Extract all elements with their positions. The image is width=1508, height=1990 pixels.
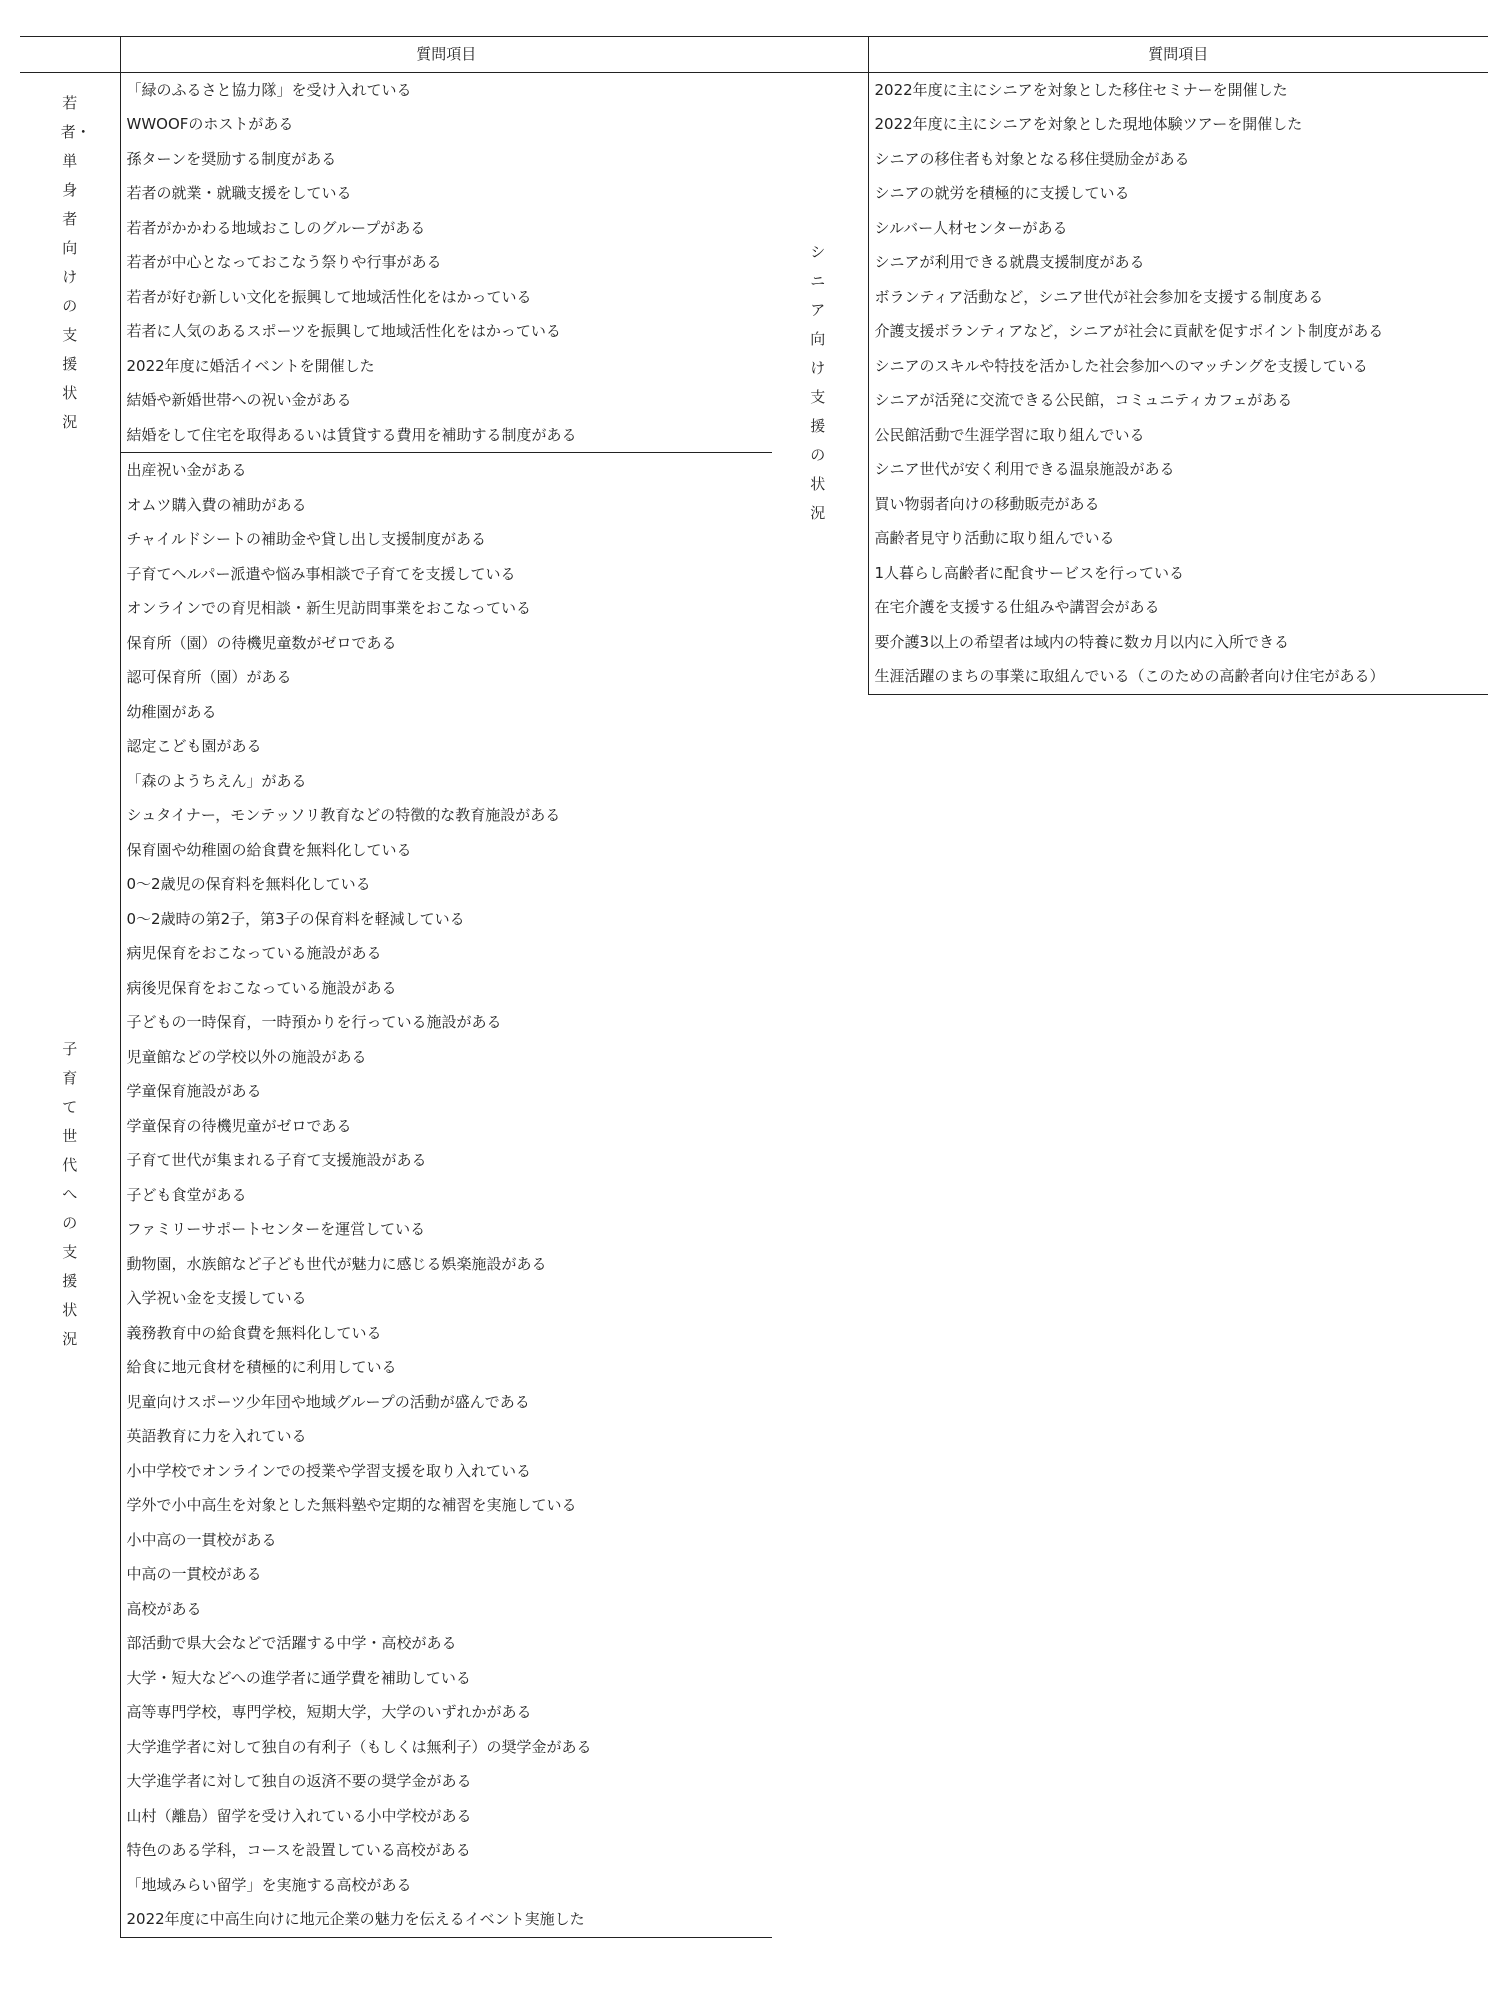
table-row: [20, 349, 772, 384]
question-item: ボランティア活動など，シニア世代が社会参加を支援する制度ある: [874, 287, 1324, 306]
table-row: [20, 1247, 772, 1282]
table-row: [20, 798, 772, 833]
table-row: [20, 176, 772, 211]
table-row: [20, 142, 772, 177]
question-item: 認可保育所（園）がある: [126, 668, 292, 686]
question-item: 「地域みらい留学」を実施する高校がある: [126, 1875, 412, 1894]
question-item: 小中学校でオンラインでの授業や学習支援を取り入れている: [126, 1461, 532, 1480]
table-row: [20, 626, 772, 661]
table-row: [20, 383, 772, 418]
question-item: 若者が中心となっておこなう祭りや行事がある: [126, 253, 442, 271]
question-item: 小中高の一貫校がある: [126, 1530, 277, 1549]
table-row: [20, 1281, 772, 1316]
right-question-table: [768, 36, 1488, 695]
table-row: [20, 1040, 772, 1075]
table-row: [20, 418, 772, 453]
question-item: 0～2歳児の保育料を無料化している: [126, 875, 371, 893]
table-row: [20, 488, 772, 523]
question-item: 在宅介護を支援する仕組みや講習会がある: [874, 598, 1160, 616]
question-item: シニアが活発に交流できる公民館，コミュニティカフェがある: [874, 391, 1293, 409]
question-item: シニア世代が安く利用できる温泉施設がある: [874, 460, 1175, 478]
question-item: 幼稚園がある: [126, 702, 217, 721]
question-item: 動物園，水族館など子ども世代が魅力に感じる娯楽施設がある: [126, 1254, 547, 1273]
table-row: [20, 1109, 772, 1144]
question-item: 要介護3以上の希望者は域内の特養に数カ月以内に入所できる: [874, 632, 1290, 651]
question-item: 病児保育をおこなっている施設がある: [126, 944, 382, 962]
table-row: [768, 142, 1488, 177]
category-cell: [20, 72, 120, 453]
question-item: オムツ購入費の補助がある: [126, 495, 307, 514]
table-row: [768, 72, 1488, 107]
question-item: 学童保育施設がある: [126, 1082, 262, 1100]
table-row: [20, 902, 772, 937]
question-item: 中高の一貫校がある: [126, 1565, 262, 1583]
table-row: [20, 1419, 772, 1454]
question-header: 質問項目: [120, 37, 772, 73]
question-item: 子育て世代が集まれる子育て支援施設がある: [126, 1151, 427, 1169]
question-item: 大学・短大などへの進学者に通学費を補助している: [126, 1668, 471, 1687]
table-row: [20, 280, 772, 315]
question-item: 若者がかかわる地域おこしのグループがある: [126, 218, 426, 237]
table-row: [20, 1316, 772, 1351]
table-row: [768, 452, 1488, 487]
question-item: WWOOFのホストがある: [126, 115, 294, 133]
question-item: 介護支援ボランティアなど，シニアが社会に貢献を促すポイント制度がある: [874, 322, 1384, 340]
question-item: 高齢者見守り活動に取り組んでいる: [874, 529, 1115, 547]
question-item: シルバー人材センターがある: [874, 218, 1068, 237]
table-row: [20, 695, 772, 730]
table-row: [20, 1592, 772, 1627]
question-item: シニアの移住者も対象となる移住奨励金がある: [874, 149, 1190, 168]
question-item: 0～2歳時の第2子，第3子の保育料を軽減している: [126, 909, 465, 928]
table-row: [20, 1833, 772, 1868]
question-item: 2022年度に主にシニアを対象とした移住セミナーを開催した: [874, 80, 1288, 99]
table-row: [20, 764, 772, 799]
category-label: シニア向け支援の状況: [810, 243, 826, 523]
question-item: 結婚をして住宅を取得あるいは賃貸する費用を補助する制度がある: [120, 418, 772, 453]
table-row: [20, 1557, 772, 1592]
table-row: [20, 936, 772, 971]
table-row: [20, 1178, 772, 1213]
question-item: チャイルドシートの補助金や貸し出し支援制度がある: [126, 530, 487, 548]
table-row: [768, 590, 1488, 625]
table-row: [768, 280, 1488, 315]
question-item: 義務教育中の給食費を無料化している: [126, 1323, 382, 1342]
table-row: [20, 867, 772, 902]
table-row: [768, 176, 1488, 211]
question-item: 給食に地元食材を積極的に利用している: [126, 1358, 397, 1376]
category-cell: [768, 72, 868, 694]
question-item: シニアのスキルや特技を活かした社会参加へのマッチングを支援している: [874, 356, 1368, 375]
question-item: 児童向けスポーツ少年団や地域グループの活動が盛んである: [126, 1392, 530, 1411]
question-item: シニアの就労を積極的に支援している: [874, 184, 1130, 202]
question-item: 子どもの一時保育，一時預かりを行っている施設がある: [126, 1013, 502, 1031]
header-row: [768, 37, 1488, 73]
question-item: 山村（離島）留学を受け入れている小中学校がある: [126, 1806, 472, 1825]
question-item: 2022年度に主にシニアを対象とした現地体験ツアーを開催した: [874, 115, 1303, 133]
question-item: 大学進学者に対して独自の返済不要の奨学金がある: [126, 1772, 472, 1790]
question-item: 1人暮らし高齢者に配食サービスを行っている: [874, 563, 1185, 582]
question-item: 出産祝い金がある: [126, 461, 247, 479]
question-item: 「森のようちえん」がある: [126, 771, 307, 790]
table-row: [20, 729, 772, 764]
question-header: 質問項目: [868, 37, 1488, 73]
table-row: [20, 1695, 772, 1730]
question-item: 部活動で県大会などで活躍する中学・高校がある: [126, 1634, 457, 1652]
table-row: [20, 1074, 772, 1109]
left-question-table: [20, 36, 772, 1938]
table-row: [20, 1385, 772, 1420]
question-item: 高校がある: [126, 1599, 202, 1618]
question-item: 2022年度に婚活イベントを開催した: [126, 356, 375, 375]
question-item: 孫ターンを奨励する制度がある: [126, 149, 337, 168]
question-item: シニアが利用できる就農支援制度がある: [874, 253, 1145, 271]
table-row: [20, 557, 772, 592]
table-row: [20, 591, 772, 626]
category-header-cell: [768, 37, 868, 73]
table-row: [20, 211, 772, 246]
question-item: 買い物弱者向けの移動販売がある: [874, 494, 1100, 513]
question-item: 児童館などの学校以外の施設がある: [126, 1047, 367, 1066]
table-row: [20, 453, 772, 488]
question-item: 認定こども園がある: [126, 737, 262, 755]
category-label: 若者・単身者向けの支援状況: [60, 93, 91, 431]
table-row: [20, 1730, 772, 1765]
table-row: [20, 971, 772, 1006]
table-row: [20, 1764, 772, 1799]
question-item: 学童保育の待機児童がゼロである: [126, 1116, 352, 1135]
table-row: [768, 314, 1488, 349]
question-item: 保育園や幼稚園の給食費を無料化している: [126, 840, 412, 859]
table-row: [768, 349, 1488, 384]
table-row: [768, 556, 1488, 591]
question-item: 結婚や新婚世帯への祝い金がある: [126, 391, 352, 409]
question-item: オンラインでの育児相談・新生児訪問事業をおこなっている: [126, 599, 532, 617]
table-row: [20, 833, 772, 868]
table-row: [20, 1799, 772, 1834]
table-row: [20, 1626, 772, 1661]
header-row: [20, 37, 772, 73]
question-item: 病後児保育をおこなっている施設がある: [126, 978, 397, 997]
table-row: [20, 1143, 772, 1178]
table-row: [20, 72, 772, 107]
question-item: 保育所（園）の待機児童数がゼロである: [126, 633, 397, 652]
table-row: [20, 1902, 772, 1937]
table-row: [20, 1454, 772, 1489]
question-item: 学外で小中高生を対象とした無料塾や定期的な補習を実施している: [126, 1496, 577, 1514]
question-item: シュタイナー，モンテッソリ教育などの特徴的な教育施設がある: [126, 806, 561, 824]
question-item: 英語教育に力を入れている: [126, 1427, 307, 1445]
table-row: [768, 521, 1488, 556]
table-row: [768, 625, 1488, 660]
table-row: [768, 383, 1488, 418]
table-row: [20, 107, 772, 142]
table-row: [20, 660, 772, 695]
question-item: 公民館活動で生涯学習に取り組んでいる: [874, 425, 1145, 444]
table-row: [768, 245, 1488, 280]
question-item: 入学祝い金を支援している: [126, 1289, 307, 1307]
question-item: 特色のある学科，コースを設置している高校がある: [126, 1841, 471, 1859]
question-item: 子育てヘルパー派遣や悩み事相談で子育てを支援している: [126, 564, 516, 583]
table-row: [20, 314, 772, 349]
question-item: ファミリーサポートセンターを運営している: [126, 1220, 426, 1238]
table-row: [768, 487, 1488, 522]
table-row: [768, 418, 1488, 453]
table-row: [20, 1212, 772, 1247]
table-row: [20, 1523, 772, 1558]
question-item: 若者に人気のあるスポーツを振興して地域活性化をはかっている: [126, 322, 561, 340]
question-item: 「緑のふるさと協力隊」を受け入れている: [126, 80, 412, 99]
question-item: 2022年度に中高生向けに地元企業の魅力を伝えるイベント実施した: [120, 1902, 772, 1937]
table-row: [20, 1488, 772, 1523]
category-label: 子育て世代への支援状況: [62, 1040, 78, 1349]
question-item: 若者が好む新しい文化を振興して地域活性化をはかっている: [126, 287, 532, 306]
category-cell: [20, 453, 120, 1938]
question-item: 子ども食堂がある: [126, 1185, 247, 1204]
question-item: 生涯活躍のまちの事業に取組んでいる（このための高齢者向け住宅がある）: [868, 659, 1488, 694]
table-row: [768, 211, 1488, 246]
question-item: 高等専門学校，専門学校，短期大学，大学のいずれかがある: [126, 1703, 532, 1721]
table-row: [20, 1350, 772, 1385]
question-item: 若者の就業・就職支援をしている: [126, 184, 352, 202]
table-row: [20, 522, 772, 557]
table-row: [768, 107, 1488, 142]
table-row: [20, 245, 772, 280]
table-row: [768, 659, 1488, 694]
table-row: [20, 1868, 772, 1903]
question-item: 大学進学者に対して独自の有利子（もしくは無利子）の奨学金がある: [126, 1737, 592, 1756]
table-row: [20, 1005, 772, 1040]
table-row: [20, 1661, 772, 1696]
category-header-cell: [20, 37, 120, 73]
